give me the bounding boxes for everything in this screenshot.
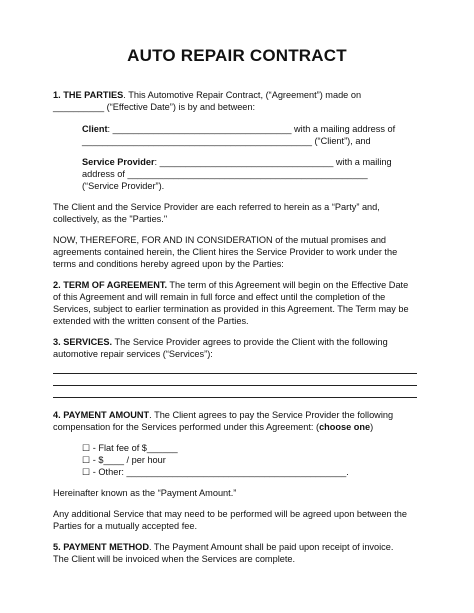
recital-line-1: NOW, THEREFORE, FOR AND IN CONSIDERATION of the mutual promises and [53,235,387,245]
services-line-1-text: The Service Provider agrees to provide the Client with the following [112,337,388,347]
method-line-1-text: . The Payment Amount shall be paid upon receipt of invoice. [148,542,394,552]
provider-line-1 [82,156,392,168]
payment-line-2-pre: compensation for the Services performed under this Agreement: ( [53,422,320,432]
method-heading: 5. PAYMENT METHOD [53,542,149,552]
parties-heading: 1. THE PARTIES [53,90,124,100]
client-line-2: _____________________________________________ (“Client”), and [82,136,371,146]
provider-label: Service Provider [82,157,155,167]
services-line-2: automotive repair services (“Services”): [53,349,213,359]
provider-line-3: (“Service Provider”). [82,181,165,191]
payment-line-2-post: ) [370,422,374,432]
collective-line-2: collectively, as the "Parties." [53,214,168,224]
choose-one-label: choose one [319,422,371,432]
option-per-hour[interactable]: ☐ - $____ / per hour [82,455,166,465]
payment-line-1-text: . The Client agrees to pay the Service Provider the following [149,410,394,420]
parties-line-1 [53,89,361,101]
services-heading: 3. SERVICES. [53,337,113,347]
method-line-2: The Client will be invoiced when the Services are complete. [53,554,296,564]
services-blank-line-2 [53,385,417,386]
additional-line-2: Parties for a mutually accepted fee. [53,521,198,531]
parties-line-2: __________ (“Effective Date”) is by and between: [53,102,256,112]
parties-line-1-text: . This Automotive Repair Contract, (“Agreement”) made on [123,90,362,100]
term-line-4: extended with the written consent of the Parties. [53,316,249,326]
term-line-1 [53,279,408,291]
hereinafter-line: Hereinafter known as the “Payment Amount.” [53,488,237,498]
client-line-1 [82,123,395,135]
recital-line-3: terms and conditions hereby agreed upon by the Parties: [53,259,284,269]
document-title: AUTO REPAIR CONTRACT [127,46,347,65]
client-label: Client [82,124,108,134]
payment-line-2 [53,421,373,433]
recital-line-2: agreements contained herein, the Client hires the Service Provider to work under the [53,247,398,257]
services-blank-line-1 [53,373,417,374]
services-blank-line-3 [53,397,417,398]
term-line-3: Services, subject to earlier termination as provided in this Agreement. The Term may be [53,304,409,314]
option-other[interactable]: ☐ - Other: ___________________________________________. [82,467,349,477]
term-line-1-text: The term of this Agreement will begin on the Effective Date [167,280,409,290]
collective-line-1: The Client and the Service Provider are each referred to herein as a “Party” and, [53,202,380,212]
term-heading: 2. TERM OF AGREEMENT. [53,280,167,290]
option-flat-fee[interactable]: ☐ - Flat fee of $______ [82,443,178,453]
client-line-1-text: : ___________________________________ with a mailing address of [107,124,396,134]
term-line-2: of this Agreement and will remain in full force and effect until the completion of the [53,292,386,302]
payment-line-1 [53,409,393,421]
services-line-1 [53,336,388,348]
payment-heading: 4. PAYMENT AMOUNT [53,410,150,420]
provider-line-2: address of _______________________________________________ [82,169,368,179]
method-line-1 [53,541,393,553]
provider-line-1-text: : __________________________________ with a mailing [154,157,392,167]
additional-line-1: Any additional Service that may need to be performed will be agreed upon between the [53,509,407,519]
